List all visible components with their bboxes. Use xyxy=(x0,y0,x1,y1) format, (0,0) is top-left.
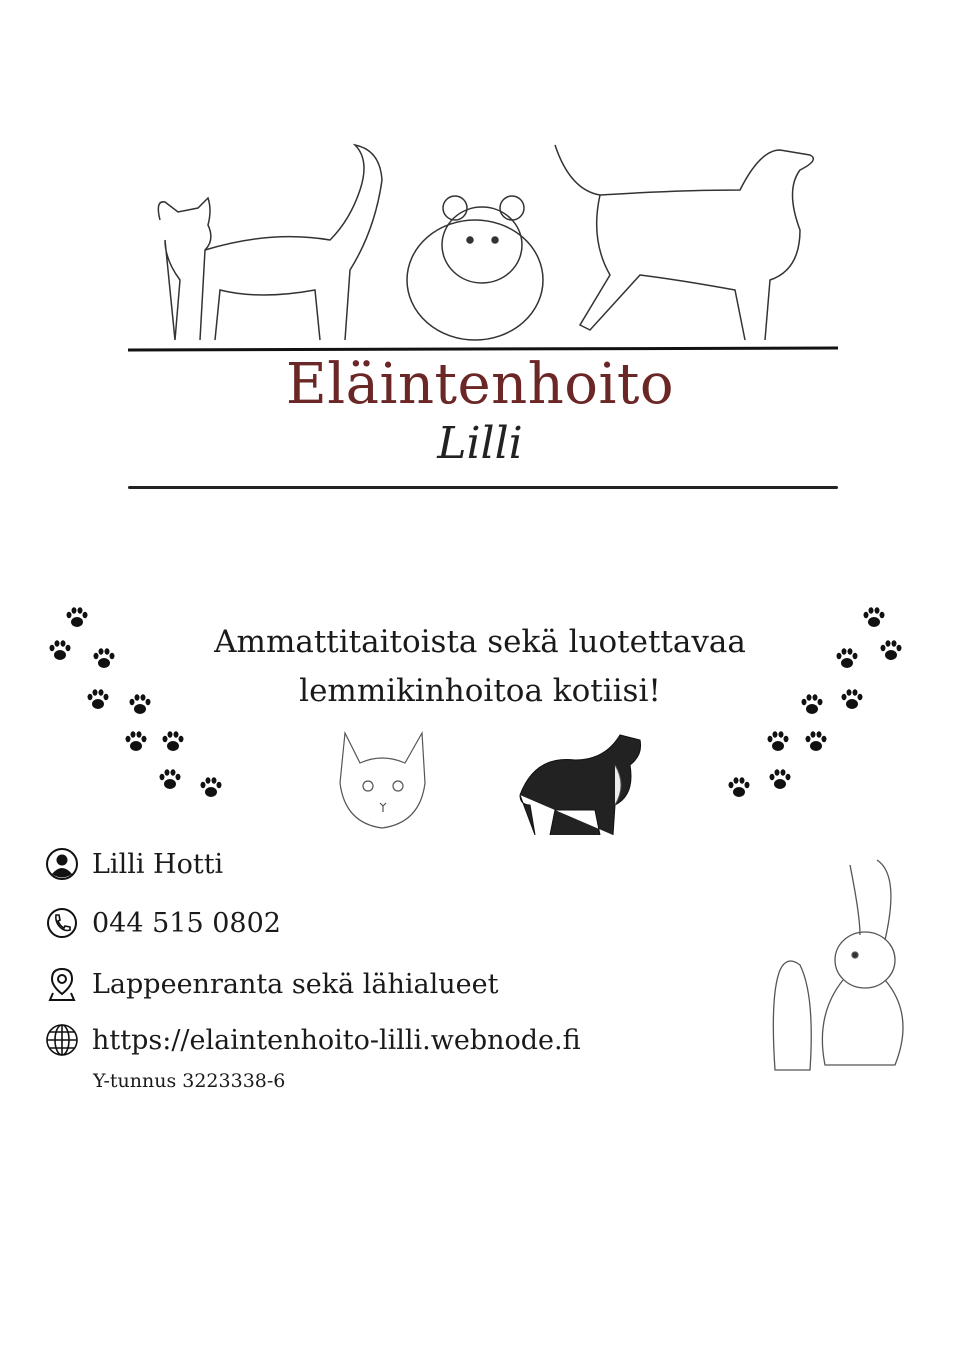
paw-print-icon xyxy=(161,730,185,754)
tagline-line-1: Ammattitaitoista sekä luotettavaa xyxy=(214,624,746,660)
divider-rule xyxy=(128,486,838,489)
paw-print-icon xyxy=(840,688,864,712)
tagline-line-2: lemmikinhoitoa kotiisi! xyxy=(299,673,661,709)
paw-print-icon xyxy=(86,688,110,712)
person-icon xyxy=(44,846,80,882)
contact-website-link[interactable]: https://elaintenhoito-lilli.webnode.fi xyxy=(92,1024,581,1056)
paw-print-icon xyxy=(835,647,859,671)
contact-phone-text[interactable]: 044 515 0802 xyxy=(92,907,281,939)
paw-print-icon xyxy=(65,606,89,630)
contact-phone xyxy=(44,905,281,941)
header-animals-illustration xyxy=(120,130,850,360)
business-subtitle-script: Lilli xyxy=(437,418,523,469)
location-pin-icon xyxy=(44,966,80,1002)
hamster-drawing xyxy=(407,196,543,340)
paw-print-icon xyxy=(158,768,182,792)
cat-face-drawing xyxy=(330,728,435,833)
paw-print-icon xyxy=(124,730,148,754)
contact-area-text: Lappeenranta sekä lähialueet xyxy=(92,968,499,1000)
collie-drawing xyxy=(515,725,645,840)
contact-area xyxy=(44,966,498,1002)
paw-print-icon xyxy=(727,776,751,800)
contact-website xyxy=(44,1022,581,1058)
paw-print-icon xyxy=(199,776,223,800)
contact-name-text: Lilli Hotti xyxy=(92,848,224,880)
paw-print-icon xyxy=(128,693,152,717)
business-title: Eläintenhoito xyxy=(285,352,675,417)
cat-drawing xyxy=(158,145,382,340)
rabbit-and-hamster-drawing xyxy=(765,855,915,1075)
contact-name xyxy=(44,846,223,882)
paw-print-icon xyxy=(800,693,824,717)
paw-print-icon xyxy=(879,639,903,663)
business-id: Y-tunnus 3223338-6 xyxy=(93,1070,286,1092)
paw-print-icon xyxy=(92,647,116,671)
phone-icon xyxy=(44,905,80,941)
paw-print-icon xyxy=(862,606,886,630)
paw-print-icon xyxy=(766,730,790,754)
paw-print-icon xyxy=(768,768,792,792)
dog-drawing xyxy=(555,145,813,340)
paw-print-icon xyxy=(804,730,828,754)
globe-icon xyxy=(44,1022,80,1058)
paw-print-icon xyxy=(48,639,72,663)
